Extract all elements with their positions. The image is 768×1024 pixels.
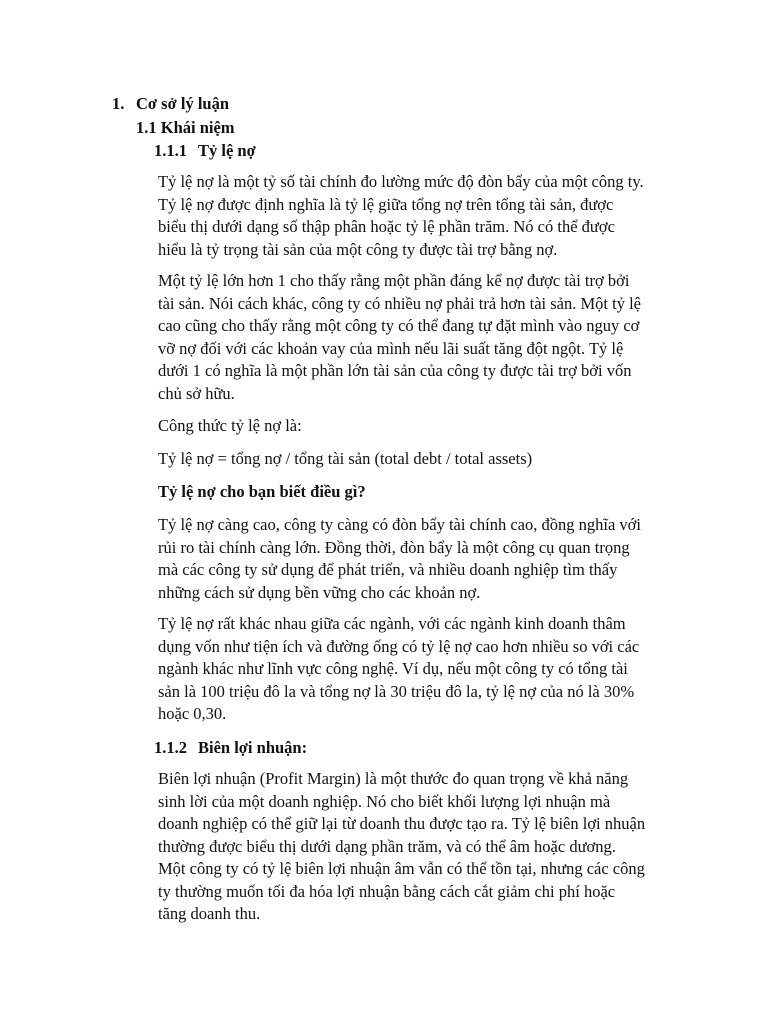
text-line: Một tỷ lệ lớn hơn 1 cho thấy rằng một phần đáng kể nợ được tài trợ bởi [158, 271, 630, 290]
heading-profit-margin-title: Biên lợi nhuận: [198, 738, 308, 757]
text-line: dụng vốn như tiện ích và đường ống có tỷ lệ nợ cao hơn nhiều so với các [158, 636, 640, 656]
heading-1-title: Cơ sở lý luận [136, 94, 230, 113]
text-line: biểu thị dưới dạng số thập phân hoặc tỷ lệ phần trăm. Nó có thể được [158, 217, 615, 236]
text-line: rủi ro tài chính càng lớn. Đồng thời, đòn bẩy là một công cụ quan trọng [158, 537, 630, 557]
text-line: ty thường muốn tối đa hóa lợi nhuận bằng cách cắt giảm chi phí hoặc [158, 881, 616, 901]
text-line: Tỷ lệ nợ rất khác nhau giữa các ngành, với các ngành kinh doanh thâm [158, 614, 626, 633]
text-line: cao cũng cho thấy rằng một công ty có thể đang tự đặt mình vào nguy cơ [158, 316, 640, 335]
text-line: Tỷ lệ nợ càng cao, công ty càng có đòn bẩy tài chính cao, đồng nghĩa với [158, 515, 641, 534]
text-line: Tỷ lệ nợ được định nghĩa là tỷ lệ giữa tổng nợ trên tổng tài sản, được [158, 194, 614, 214]
heading-profit-margin-number: 1.1.2 [154, 738, 187, 757]
debt-paragraph-4 [158, 613, 638, 726]
text-line: tài sản. Nói cách khác, công ty có nhiều nợ phải trả hơn tài sản. Một tỷ lệ [158, 293, 641, 313]
text-line: Tỷ lệ nợ là một tỷ số tài chính đo lường mức độ đòn bẩy của một công ty. [158, 172, 644, 191]
text-line: thường được biểu thị dưới dạng phần trăm, và có thể âm hoặc dương. [158, 836, 616, 856]
heading-debt-ratio-number: 1.1.1 [154, 141, 187, 160]
text-line: Tỷ lệ nợ = tổng nợ / tổng tài sản (total debt / total assets) [158, 449, 533, 468]
debt-paragraph-3 [158, 514, 641, 604]
question-heading [158, 481, 638, 504]
text-line: những cách sử dụng bền vững cho các khoản nợ. [158, 582, 481, 602]
text-line: Biên lợi nhuận (Profit Margin) là một thước đo quan trọng về khả năng [158, 769, 629, 788]
margin-paragraph-1 [158, 768, 646, 926]
text-line: hiểu là tỷ trọng tài sản của một công ty được tài trợ bằng nợ. [158, 239, 558, 259]
debt-paragraph-1 [158, 171, 644, 261]
heading-1-1: 1.1 Khái niệm [136, 118, 235, 137]
text-line: mà các công ty sử dụng để phát triển, và nhiều doanh nghiệp tìm thấy [158, 560, 618, 579]
text-line: doanh nghiệp có thể giữ lại từ doanh thu được tạo ra. Tỷ lệ biên lợi nhuận [158, 814, 646, 833]
formula [158, 448, 638, 471]
heading-1-number: 1. [112, 94, 125, 113]
text-line: hoặc 0,30. [158, 704, 227, 723]
text-line: Tỷ lệ nợ cho bạn biết điều gì? [158, 482, 366, 501]
debt-paragraph-2 [158, 270, 641, 405]
text-line: Một công ty có tỷ lệ biên lợi nhuận âm vẫn có thể tồn tại, nhưng các công [158, 859, 645, 878]
text-line: ngành khác như lĩnh vực công nghệ. Ví dụ, nếu một công ty có tổng tài [158, 659, 628, 678]
text-line: dưới 1 có nghĩa là một phần lớn tài sản của công ty được tài trợ bởi vốn [158, 361, 632, 380]
formula-intro [158, 415, 638, 438]
text-line: tăng doanh thu. [158, 904, 261, 923]
text-line: chủ sở hữu. [158, 383, 235, 403]
heading-1 [112, 94, 229, 114]
heading-debt-ratio [154, 141, 256, 161]
text-line: Công thức tỷ lệ nợ là: [158, 416, 302, 435]
text-line: sinh lời của một doanh nghiệp. Nó cho biết khối lượng lợi nhuận mà [158, 791, 611, 811]
heading-debt-ratio-title: Tỷ lệ nợ [198, 141, 256, 160]
text-line: vỡ nợ đối với các khoản vay của mình nếu lãi suất tăng đột ngột. Tỷ lệ [158, 338, 624, 358]
heading-profit-margin [154, 738, 307, 758]
text-line: sản là 100 triệu đô la và tổng nợ là 30 triệu đô la, tỷ lệ nợ của nó là 30% [158, 681, 635, 701]
